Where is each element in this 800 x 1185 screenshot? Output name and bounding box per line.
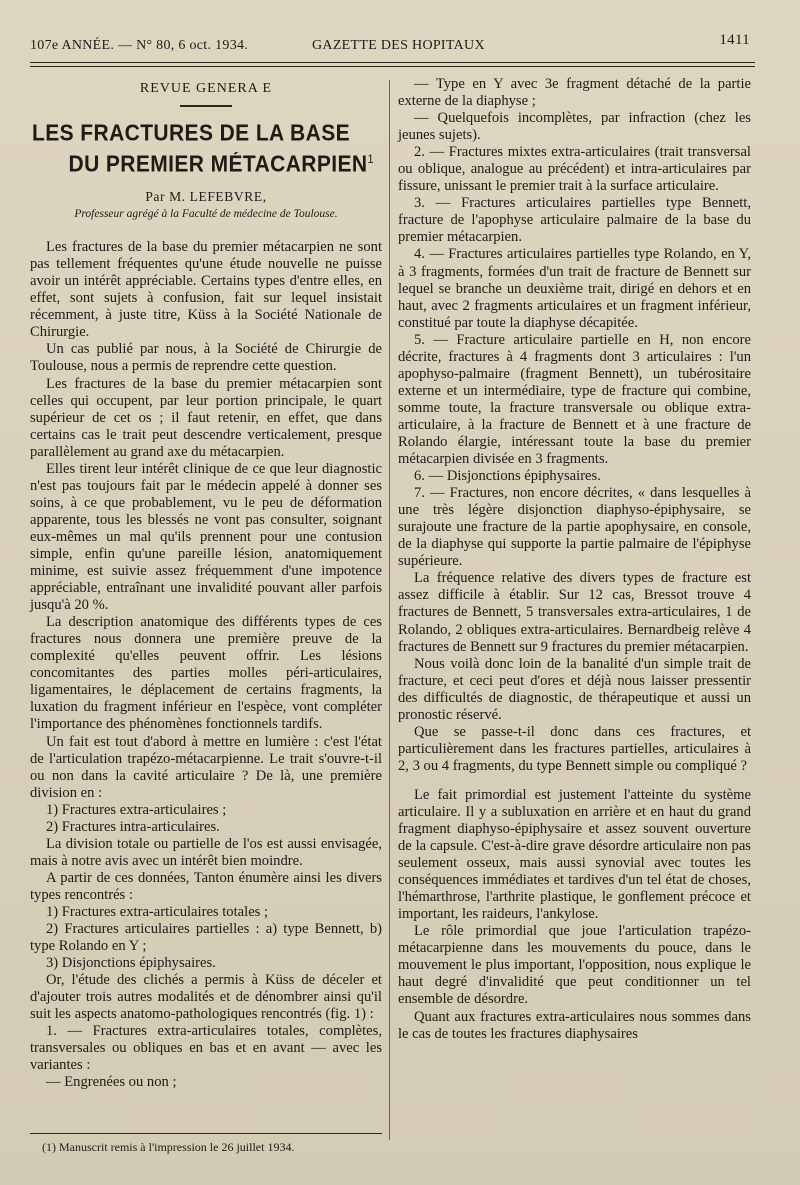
- list-item: 2) Fractures intra-articulaires.: [46, 818, 220, 835]
- paragraph: Les fractures de la base du premier métacarpien ne sont pas tellement fréquentes qu'une étude nouvelle ne puisse avoir un intérêt appréciable. Certains types d'entre elles, en effet, sont sujets à confusion, fait sur lequel insistait récemment, à juste titre, Küss à la Société Nationale de Chirurgie.: [30, 239, 382, 341]
- issue-info: 107e ANNÉE. — N° 80, 6 oct. 1934.: [30, 38, 249, 53]
- paragraph: — Engrenées ou non ;: [46, 1074, 177, 1091]
- kicker-rule: [180, 105, 232, 107]
- running-head: [30, 32, 750, 60]
- paragraph: 7. — Fractures, non encore décrites, « dans lesquelles à une très légère disjonction diaphyso-épiphysaire, se surajoute une fracture de la partie apophysaire, en console, de la diaphyse qui supporte la partie palmaire de l'épiphyse supérieure.: [398, 485, 751, 570]
- paragraph: — Type en Y avec 3e fragment détaché de la partie externe de la diaphyse ;: [398, 76, 751, 110]
- header-rule-thin: [30, 66, 755, 67]
- paragraph: — Quelquefois incomplètes, par infraction (chez les jeunes sujets).: [398, 110, 751, 144]
- paragraph: Un fait est tout d'abord à mettre en lumière : c'est l'état de l'articulation trapézo-métacarpienne. Le trait s'ouvre-t-il ou non dans la cavité articulaire ? De là, une première division en :: [30, 733, 382, 801]
- list-item: 1) Fractures extra-articulaires ;: [46, 801, 227, 818]
- paragraph: Or, l'étude des clichés a permis à Küss de déceler et d'ajouter trois autres modalités et de dénombrer ainsi qu'il suit les aspects anatomo-pathologiques rencontrés (fig. 1) :: [30, 972, 382, 1023]
- paragraph: La description anatomique des différents types de ces fractures nous donnera une première preuve de la complexité qu'elles peuvent offrir. Les lésions concomitantes des parties molles péri-articulaires, ligamentaires, le déplacement de certains fragments, la luxation du fragment inférieur en l'espèce, vont compléter l'importance des phénomènes fonctionnels tardifs.: [30, 614, 382, 733]
- left-column: [30, 76, 382, 1091]
- right-column: [398, 76, 751, 1043]
- list-item: 1) Fractures extra-articulaires totales ;: [46, 903, 269, 920]
- paragraph: La division totale ou partielle de l'os est aussi envisagée, mais à notre avis avec un intérêt bien moindre.: [30, 835, 382, 869]
- paragraph: Le fait primordial est justement l'atteinte du système articulaire. Il y a subluxation en arrière et en haut du grand fragment diaphyso-épiphysaire et assez souvent ouverture de la capsule. C'est-à-dire grave désordre articulaire non pas seulement osseux, mais aussi synovial avec toutes les conséquences immédiates et tardives d'un tel état de choses, l'hémarthrose, l'arthrite plastique, le gonflement précoce et important, les raideurs, l'ankylose.: [398, 786, 751, 923]
- article-title-line2: [30, 146, 374, 179]
- paragraph: Que se passe-t-il donc dans ces fractures, et particulièrement dans les fractures partielles, articulaires à 2, 3 ou 4 fragments, du type Bennett simple ou compliqué ?: [398, 723, 751, 774]
- paragraph: Nous voilà donc loin de la banalité d'un simple trait de fracture, et ceci peut d'ores et déjà nous laisser pressentir des difficultés de diagnostic, de thérapeutique et aussi un pronostic réservé.: [398, 655, 751, 723]
- author-affiliation: Professeur agrégé à la Faculté de médecine de Toulouse.: [74, 208, 338, 221]
- list-item: 3) Disjonctions épiphysaires.: [46, 955, 216, 972]
- title-footnote-mark: 1: [367, 153, 374, 167]
- paragraph: A partir de ces données, Tanton énumère ainsi les divers types rencontrés :: [30, 869, 382, 903]
- section-kicker: REVUE GENERA E: [139, 81, 273, 96]
- footnote-rule: [30, 1133, 382, 1134]
- paragraph: 2. — Fractures mixtes extra-articulaires (trait transversal ou oblique, analogue au précédent) et intra-articulaires par fissure, unissant le premier trait à la surface articulaire.: [398, 144, 751, 195]
- article-title-line2-text: DU PREMIER MÉTACARPIEN: [68, 152, 368, 178]
- header-rule: [30, 62, 755, 63]
- list-item: 2) Fractures articulaires partielles : a) type Bennett, b) type Rolando en Y ;: [30, 921, 382, 955]
- paragraph: 1. — Fractures extra-articulaires totales, complètes, transversales ou obliques en bas et en avant — avec les variantes :: [30, 1023, 382, 1074]
- page-number: 1411: [719, 32, 750, 48]
- paragraph: 3. — Fractures articulaires partielles type Bennett, fracture de l'apophyse articulaire palmaire de la base du premier métacarpien.: [398, 195, 751, 246]
- paragraph: Le rôle primordial que joue l'articulation trapézo-métacarpienne dans les mouvements du pouce, dans le mouvement le plus important, l'opposition, nous explique le haut degré d'invalidité que peut conditionner un tel ensemble de désordre.: [398, 923, 751, 1008]
- column-divider: [389, 80, 390, 1140]
- paragraph: Quant aux fractures extra-articulaires nous sommes dans le cas de toutes les fractures diaphysaires: [398, 1008, 751, 1042]
- section-gap: [398, 775, 751, 787]
- journal-title: GAZETTE DES HOPITAUX: [312, 38, 485, 53]
- paragraph: 5. — Fracture articulaire partielle en H, non encore décrite, fractures à 4 fragments dont 3 articulaires : l'un apophyso-palmaire (fragment Bennett), un tubérositaire externe et un intermédiaire, type de fracture qui combine, somme toute, la fracture transversale ou oblique extra-articulaire, à la fracture de Bennett et à une fracture de Rolando élargie, intéressant toute la base du premier métacarpien divisée en 3 fragments.: [398, 331, 751, 468]
- footnote: (1) Manuscrit remis à l'impression le 26 juillet 1934.: [42, 1140, 295, 1154]
- article-title-line1: LES FRACTURES DE LA BASE: [32, 121, 351, 146]
- paragraph: 6. — Disjonctions épiphysaires.: [414, 468, 601, 485]
- paragraph: Elles tirent leur intérêt clinique de ce que leur diagnostic n'est pas toujours fait par le médecin appelé à donner ses soins, à ce que probablement, vu le peu de déformation apparente, tous les blessés ne vont pas consulter, soignant eux-mêmes un mal qu'ils prennent pour une contusion simple, enfin qu'une pareille lésion, anatomiquement minime, est suivie assez fréquemment d'une impotence appréciable, entraînant une invalidité pouvant aller parfois jusqu'à 20 %.: [30, 460, 382, 614]
- paragraph: Un cas publié par nous, à la Société de Chirurgie de Toulouse, nous a permis de reprendre cette question.: [30, 341, 382, 375]
- paragraph: La fréquence relative des divers types de fracture est assez difficile à établir. Sur 12 cas, Bressot trouve 4 fractures de Bennett, 5 transversales extra-articulaires, 1 de Rolando, 2 obliques extra-articulaires. Bernardbeig relève 4 fractures de Bennett sur 9 fractures du premier métacarpien.: [398, 570, 751, 655]
- paragraph: 4. — Fractures articulaires partielles type Rolando, en Y, à 3 fragments, formées d'un trait de fracture de Bennett sur lequel se branche un deuxième trait, dirigé en dehors et en haut, avec 2 fragments articulaires et un fragment inférieur, constitué par toute la diaphyse décapitée.: [398, 246, 751, 331]
- paragraph: Les fractures de la base du premier métacarpien sont celles qui occupent, par leur portion principale, le quart supérieur de cet os ; il faut retenir, en effet, que dans certains cas le trait peut descendre verticalement, presque parallèlement au grand axe du métacarpien.: [30, 375, 382, 460]
- author-byline: Par M. LEFEBVRE,: [145, 189, 267, 205]
